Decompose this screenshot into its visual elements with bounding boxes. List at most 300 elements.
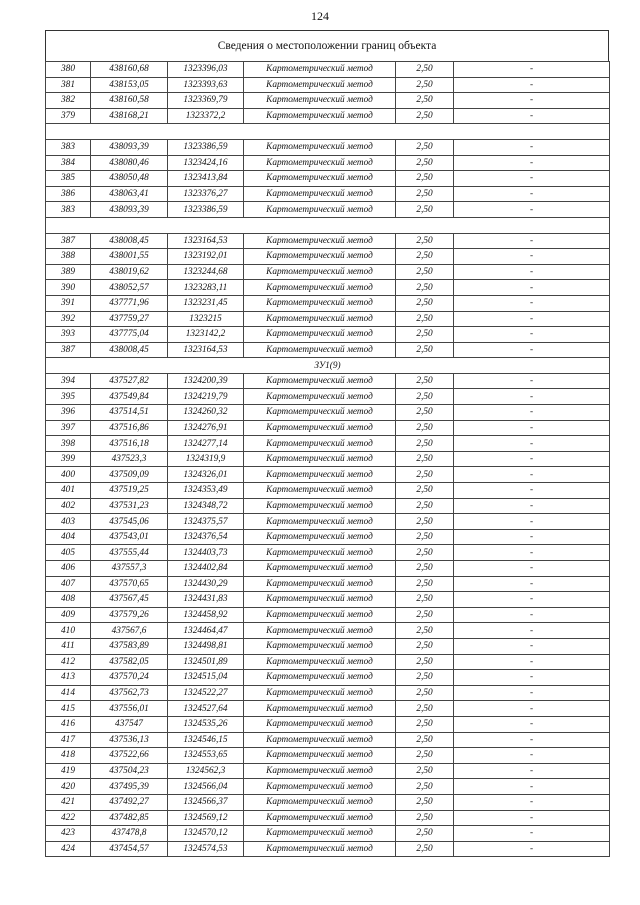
note-cell: - <box>454 685 610 701</box>
point-number-cell: 388 <box>46 249 91 265</box>
y-coordinate-cell: 1324402,84 <box>168 561 244 577</box>
method-cell: Картометрический метод <box>244 654 396 670</box>
method-cell: Картометрический метод <box>244 716 396 732</box>
accuracy-cell: 2,50 <box>396 467 454 483</box>
point-number-cell: 384 <box>46 155 91 171</box>
x-coordinate-cell: 438080,46 <box>91 155 168 171</box>
x-coordinate-cell: 437570,65 <box>91 576 168 592</box>
note-cell: - <box>454 233 610 249</box>
accuracy-cell: 2,50 <box>396 139 454 155</box>
y-coordinate-cell: 1324522,27 <box>168 685 244 701</box>
accuracy-cell: 2,50 <box>396 654 454 670</box>
table-row <box>46 171 610 187</box>
x-coordinate-cell: 438160,58 <box>91 93 168 109</box>
accuracy-cell: 2,50 <box>396 545 454 561</box>
point-number-cell: 414 <box>46 685 91 701</box>
y-coordinate-cell: 1324430,29 <box>168 576 244 592</box>
separator-cell <box>46 217 610 233</box>
method-cell: Картометрический метод <box>244 264 396 280</box>
accuracy-cell: 2,50 <box>396 576 454 592</box>
x-coordinate-cell: 437454,57 <box>91 841 168 857</box>
accuracy-cell: 2,50 <box>396 405 454 421</box>
point-number-cell: 422 <box>46 810 91 826</box>
accuracy-cell: 2,50 <box>396 607 454 623</box>
method-cell: Картометрический метод <box>244 638 396 654</box>
y-coordinate-cell: 1323142,2 <box>168 327 244 343</box>
note-cell: - <box>454 748 610 764</box>
x-coordinate-cell: 437516,18 <box>91 436 168 452</box>
y-coordinate-cell: 1323413,84 <box>168 171 244 187</box>
method-cell: Картометрический метод <box>244 561 396 577</box>
point-number-cell: 392 <box>46 311 91 327</box>
table-row <box>46 139 610 155</box>
note-cell: - <box>454 576 610 592</box>
y-coordinate-cell: 1324498,81 <box>168 638 244 654</box>
x-coordinate-cell: 437567,45 <box>91 592 168 608</box>
note-cell: - <box>454 810 610 826</box>
point-number-cell: 386 <box>46 186 91 202</box>
x-coordinate-cell: 437504,23 <box>91 763 168 779</box>
boundary-table-frame <box>45 30 609 857</box>
point-number-cell: 404 <box>46 529 91 545</box>
point-number-cell: 387 <box>46 342 91 358</box>
point-number-cell: 421 <box>46 794 91 810</box>
note-cell: - <box>454 451 610 467</box>
method-cell: Картометрический метод <box>244 93 396 109</box>
accuracy-cell: 2,50 <box>396 779 454 795</box>
accuracy-cell: 2,50 <box>396 62 454 78</box>
method-cell: Картометрический метод <box>244 77 396 93</box>
accuracy-cell: 2,50 <box>396 249 454 265</box>
accuracy-cell: 2,50 <box>396 685 454 701</box>
x-coordinate-cell: 437582,05 <box>91 654 168 670</box>
point-number-cell: 413 <box>46 670 91 686</box>
table-row <box>46 62 610 78</box>
note-cell: - <box>454 545 610 561</box>
method-cell: Картометрический метод <box>244 451 396 467</box>
point-number-cell: 405 <box>46 545 91 561</box>
accuracy-cell: 2,50 <box>396 748 454 764</box>
method-cell: Картометрический метод <box>244 841 396 857</box>
x-coordinate-cell: 438050,48 <box>91 171 168 187</box>
point-number-cell: 401 <box>46 483 91 499</box>
table-row <box>46 264 610 280</box>
y-coordinate-cell: 1324458,92 <box>168 607 244 623</box>
table-row <box>46 311 610 327</box>
note-cell: - <box>454 794 610 810</box>
x-coordinate-cell: 437531,23 <box>91 498 168 514</box>
method-cell: Картометрический метод <box>244 373 396 389</box>
accuracy-cell: 2,50 <box>396 592 454 608</box>
table-row <box>46 389 610 405</box>
table-row <box>46 295 610 311</box>
method-cell: Картометрический метод <box>244 623 396 639</box>
y-coordinate-cell: 1324569,12 <box>168 810 244 826</box>
point-number-cell: 397 <box>46 420 91 436</box>
x-coordinate-cell: 437549,84 <box>91 389 168 405</box>
y-coordinate-cell: 1324276,91 <box>168 420 244 436</box>
table-row <box>46 607 610 623</box>
y-coordinate-cell: 1323192,01 <box>168 249 244 265</box>
y-coordinate-cell: 1324527,64 <box>168 701 244 717</box>
table-row <box>46 186 610 202</box>
accuracy-cell: 2,50 <box>396 373 454 389</box>
method-cell: Картометрический метод <box>244 826 396 842</box>
y-coordinate-cell: 1324553,65 <box>168 748 244 764</box>
point-number-cell: 402 <box>46 498 91 514</box>
point-number-cell: 412 <box>46 654 91 670</box>
accuracy-cell: 2,50 <box>396 716 454 732</box>
note-cell: - <box>454 327 610 343</box>
point-number-cell: 389 <box>46 264 91 280</box>
y-coordinate-cell: 1324566,37 <box>168 794 244 810</box>
method-cell: Картометрический метод <box>244 108 396 124</box>
table-row <box>46 373 610 389</box>
table-row <box>46 280 610 296</box>
table-row <box>46 249 610 265</box>
table-row <box>46 685 610 701</box>
accuracy-cell: 2,50 <box>396 701 454 717</box>
y-coordinate-cell: 1324375,57 <box>168 514 244 530</box>
method-cell: Картометрический метод <box>244 779 396 795</box>
y-coordinate-cell: 1323386,59 <box>168 139 244 155</box>
table-row <box>46 93 610 109</box>
x-coordinate-cell: 437562,73 <box>91 685 168 701</box>
method-cell: Картометрический метод <box>244 327 396 343</box>
method-cell: Картометрический метод <box>244 467 396 483</box>
y-coordinate-cell: 1324277,14 <box>168 436 244 452</box>
y-coordinate-cell: 1323424,16 <box>168 155 244 171</box>
note-cell: - <box>454 716 610 732</box>
section-row <box>46 358 610 374</box>
point-number-cell: 415 <box>46 701 91 717</box>
point-number-cell: 400 <box>46 467 91 483</box>
x-coordinate-cell: 438093,39 <box>91 139 168 155</box>
point-number-cell: 407 <box>46 576 91 592</box>
note-cell: - <box>454 311 610 327</box>
point-number-cell: 406 <box>46 561 91 577</box>
note-cell: - <box>454 592 610 608</box>
point-number-cell: 410 <box>46 623 91 639</box>
note-cell: - <box>454 280 610 296</box>
accuracy-cell: 2,50 <box>396 108 454 124</box>
accuracy-cell: 2,50 <box>396 732 454 748</box>
table-row <box>46 405 610 421</box>
x-coordinate-cell: 437509,09 <box>91 467 168 483</box>
x-coordinate-cell: 438001,55 <box>91 249 168 265</box>
table-row <box>46 545 610 561</box>
table-row <box>46 779 610 795</box>
method-cell: Картометрический метод <box>244 576 396 592</box>
y-coordinate-cell: 1324546,15 <box>168 732 244 748</box>
y-coordinate-cell: 1324326,01 <box>168 467 244 483</box>
note-cell: - <box>454 420 610 436</box>
y-coordinate-cell: 1323369,79 <box>168 93 244 109</box>
table-row <box>46 794 610 810</box>
method-cell: Картометрический метод <box>244 249 396 265</box>
x-coordinate-cell: 437543,01 <box>91 529 168 545</box>
point-number-cell: 399 <box>46 451 91 467</box>
x-coordinate-cell: 438168,21 <box>91 108 168 124</box>
y-coordinate-cell: 1324570,12 <box>168 826 244 842</box>
x-coordinate-cell: 437579,26 <box>91 607 168 623</box>
x-coordinate-cell: 437478,8 <box>91 826 168 842</box>
accuracy-cell: 2,50 <box>396 561 454 577</box>
separator-row <box>46 124 610 140</box>
method-cell: Картометрический метод <box>244 202 396 218</box>
x-coordinate-cell: 438019,62 <box>91 264 168 280</box>
note-cell: - <box>454 139 610 155</box>
accuracy-cell: 2,50 <box>396 420 454 436</box>
point-number-cell: 409 <box>46 607 91 623</box>
note-cell: - <box>454 171 610 187</box>
accuracy-cell: 2,50 <box>396 841 454 857</box>
note-cell: - <box>454 779 610 795</box>
note-cell: - <box>454 436 610 452</box>
x-coordinate-cell: 437536,13 <box>91 732 168 748</box>
y-coordinate-cell: 1324260,32 <box>168 405 244 421</box>
x-coordinate-cell: 437557,3 <box>91 561 168 577</box>
x-coordinate-cell: 438052,57 <box>91 280 168 296</box>
x-coordinate-cell: 437547 <box>91 716 168 732</box>
table-row <box>46 732 610 748</box>
note-cell: - <box>454 202 610 218</box>
x-coordinate-cell: 438008,45 <box>91 233 168 249</box>
point-number-cell: 420 <box>46 779 91 795</box>
point-number-cell: 391 <box>46 295 91 311</box>
method-cell: Картометрический метод <box>244 607 396 623</box>
note-cell: - <box>454 264 610 280</box>
method-cell: Картометрический метод <box>244 498 396 514</box>
method-cell: Картометрический метод <box>244 186 396 202</box>
x-coordinate-cell: 438160,68 <box>91 62 168 78</box>
method-cell: Картометрический метод <box>244 763 396 779</box>
point-number-cell: 385 <box>46 171 91 187</box>
method-cell: Картометрический метод <box>244 233 396 249</box>
accuracy-cell: 2,50 <box>396 77 454 93</box>
table-row <box>46 826 610 842</box>
method-cell: Картометрический метод <box>244 514 396 530</box>
accuracy-cell: 2,50 <box>396 670 454 686</box>
note-cell: - <box>454 186 610 202</box>
accuracy-cell: 2,50 <box>396 483 454 499</box>
note-cell: - <box>454 373 610 389</box>
table-row <box>46 670 610 686</box>
table-row <box>46 498 610 514</box>
y-coordinate-cell: 1323164,53 <box>168 342 244 358</box>
point-number-cell: 383 <box>46 139 91 155</box>
note-cell: - <box>454 93 610 109</box>
note-cell: - <box>454 732 610 748</box>
table-row <box>46 155 610 171</box>
y-coordinate-cell: 1324376,54 <box>168 529 244 545</box>
point-number-cell: 416 <box>46 716 91 732</box>
method-cell: Картометрический метод <box>244 280 396 296</box>
x-coordinate-cell: 437514,51 <box>91 405 168 421</box>
note-cell: - <box>454 701 610 717</box>
point-number-cell: 424 <box>46 841 91 857</box>
x-coordinate-cell: 437516,86 <box>91 420 168 436</box>
note-cell: - <box>454 561 610 577</box>
accuracy-cell: 2,50 <box>396 436 454 452</box>
method-cell: Картометрический метод <box>244 62 396 78</box>
table-row <box>46 436 610 452</box>
method-cell: Картометрический метод <box>244 794 396 810</box>
table-row <box>46 327 610 343</box>
y-coordinate-cell: 1324403,73 <box>168 545 244 561</box>
point-number-cell: 382 <box>46 93 91 109</box>
x-coordinate-cell: 437522,66 <box>91 748 168 764</box>
point-number-cell: 383 <box>46 202 91 218</box>
note-cell: - <box>454 389 610 405</box>
accuracy-cell: 2,50 <box>396 93 454 109</box>
table-row <box>46 342 610 358</box>
y-coordinate-cell: 1324566,04 <box>168 779 244 795</box>
table-row <box>46 483 610 499</box>
method-cell: Картометрический метод <box>244 420 396 436</box>
accuracy-cell: 2,50 <box>396 171 454 187</box>
y-coordinate-cell: 1323164,53 <box>168 233 244 249</box>
x-coordinate-cell: 437775,04 <box>91 327 168 343</box>
note-cell: - <box>454 342 610 358</box>
point-number-cell: 419 <box>46 763 91 779</box>
y-coordinate-cell: 1323231,45 <box>168 295 244 311</box>
page-number: 124 <box>311 9 329 23</box>
method-cell: Картометрический метод <box>244 171 396 187</box>
accuracy-cell: 2,50 <box>396 280 454 296</box>
note-cell: - <box>454 623 610 639</box>
y-coordinate-cell: 1323386,59 <box>168 202 244 218</box>
x-coordinate-cell: 438153,05 <box>91 77 168 93</box>
y-coordinate-cell: 1323396,03 <box>168 62 244 78</box>
note-cell: - <box>454 670 610 686</box>
method-cell: Картометрический метод <box>244 389 396 405</box>
accuracy-cell: 2,50 <box>396 155 454 171</box>
note-cell: - <box>454 841 610 857</box>
note-cell: - <box>454 155 610 171</box>
point-number-cell: 393 <box>46 327 91 343</box>
coordinates-table-body <box>46 62 610 857</box>
accuracy-cell: 2,50 <box>396 623 454 639</box>
note-cell: - <box>454 654 610 670</box>
method-cell: Картометрический метод <box>244 810 396 826</box>
y-coordinate-cell: 1323372,2 <box>168 108 244 124</box>
x-coordinate-cell: 438093,39 <box>91 202 168 218</box>
x-coordinate-cell: 438063,41 <box>91 186 168 202</box>
table-row <box>46 701 610 717</box>
note-cell: - <box>454 514 610 530</box>
y-coordinate-cell: 1324200,39 <box>168 373 244 389</box>
table-row <box>46 638 610 654</box>
y-coordinate-cell: 1324574,53 <box>168 841 244 857</box>
point-number-cell: 396 <box>46 405 91 421</box>
table-row <box>46 529 610 545</box>
y-coordinate-cell: 1323283,11 <box>168 280 244 296</box>
table-row <box>46 592 610 608</box>
note-cell: - <box>454 77 610 93</box>
accuracy-cell: 2,50 <box>396 327 454 343</box>
accuracy-cell: 2,50 <box>396 202 454 218</box>
y-coordinate-cell: 1324535,26 <box>168 716 244 732</box>
accuracy-cell: 2,50 <box>396 186 454 202</box>
method-cell: Картометрический метод <box>244 685 396 701</box>
note-cell: - <box>454 108 610 124</box>
note-cell: - <box>454 62 610 78</box>
note-cell: - <box>454 498 610 514</box>
note-cell: - <box>454 295 610 311</box>
point-number-cell: 423 <box>46 826 91 842</box>
accuracy-cell: 2,50 <box>396 311 454 327</box>
y-coordinate-cell: 1324562,3 <box>168 763 244 779</box>
x-coordinate-cell: 437771,96 <box>91 295 168 311</box>
accuracy-cell: 2,50 <box>396 498 454 514</box>
accuracy-cell: 2,50 <box>396 763 454 779</box>
x-coordinate-cell: 437567,6 <box>91 623 168 639</box>
method-cell: Картометрический метод <box>244 155 396 171</box>
table-row <box>46 623 610 639</box>
y-coordinate-cell: 1324501,89 <box>168 654 244 670</box>
accuracy-cell: 2,50 <box>396 233 454 249</box>
method-cell: Картометрический метод <box>244 295 396 311</box>
table-row <box>46 202 610 218</box>
table-row <box>46 467 610 483</box>
accuracy-cell: 2,50 <box>396 826 454 842</box>
y-coordinate-cell: 1324219,79 <box>168 389 244 405</box>
accuracy-cell: 2,50 <box>396 638 454 654</box>
x-coordinate-cell: 437492,27 <box>91 794 168 810</box>
x-coordinate-cell: 437527,82 <box>91 373 168 389</box>
x-coordinate-cell: 437570,24 <box>91 670 168 686</box>
point-number-cell: 380 <box>46 62 91 78</box>
method-cell: Картометрический метод <box>244 748 396 764</box>
separator-cell <box>46 124 610 140</box>
separator-row <box>46 217 610 233</box>
accuracy-cell: 2,50 <box>396 389 454 405</box>
accuracy-cell: 2,50 <box>396 342 454 358</box>
y-coordinate-cell: 1324353,49 <box>168 483 244 499</box>
table-row <box>46 841 610 857</box>
point-number-cell: 394 <box>46 373 91 389</box>
x-coordinate-cell: 437583,89 <box>91 638 168 654</box>
accuracy-cell: 2,50 <box>396 810 454 826</box>
note-cell: - <box>454 249 610 265</box>
section-label: ЗУ1(9) <box>46 358 610 374</box>
table-row <box>46 108 610 124</box>
point-number-cell: 408 <box>46 592 91 608</box>
accuracy-cell: 2,50 <box>396 794 454 810</box>
method-cell: Картометрический метод <box>244 436 396 452</box>
y-coordinate-cell: 1324464,47 <box>168 623 244 639</box>
table-row <box>46 77 610 93</box>
table-row <box>46 763 610 779</box>
y-coordinate-cell: 1323393,63 <box>168 77 244 93</box>
method-cell: Картометрический метод <box>244 342 396 358</box>
x-coordinate-cell: 437495,39 <box>91 779 168 795</box>
x-coordinate-cell: 437545,06 <box>91 514 168 530</box>
table-row <box>46 748 610 764</box>
point-number-cell: 379 <box>46 108 91 124</box>
x-coordinate-cell: 437555,44 <box>91 545 168 561</box>
y-coordinate-cell: 1324431,83 <box>168 592 244 608</box>
note-cell: - <box>454 467 610 483</box>
table-row <box>46 451 610 467</box>
point-number-cell: 395 <box>46 389 91 405</box>
coordinates-table <box>45 61 610 857</box>
table-title: Сведения о местоположении границ объекта <box>45 30 609 61</box>
y-coordinate-cell: 1323244,68 <box>168 264 244 280</box>
method-cell: Картометрический метод <box>244 701 396 717</box>
accuracy-cell: 2,50 <box>396 529 454 545</box>
